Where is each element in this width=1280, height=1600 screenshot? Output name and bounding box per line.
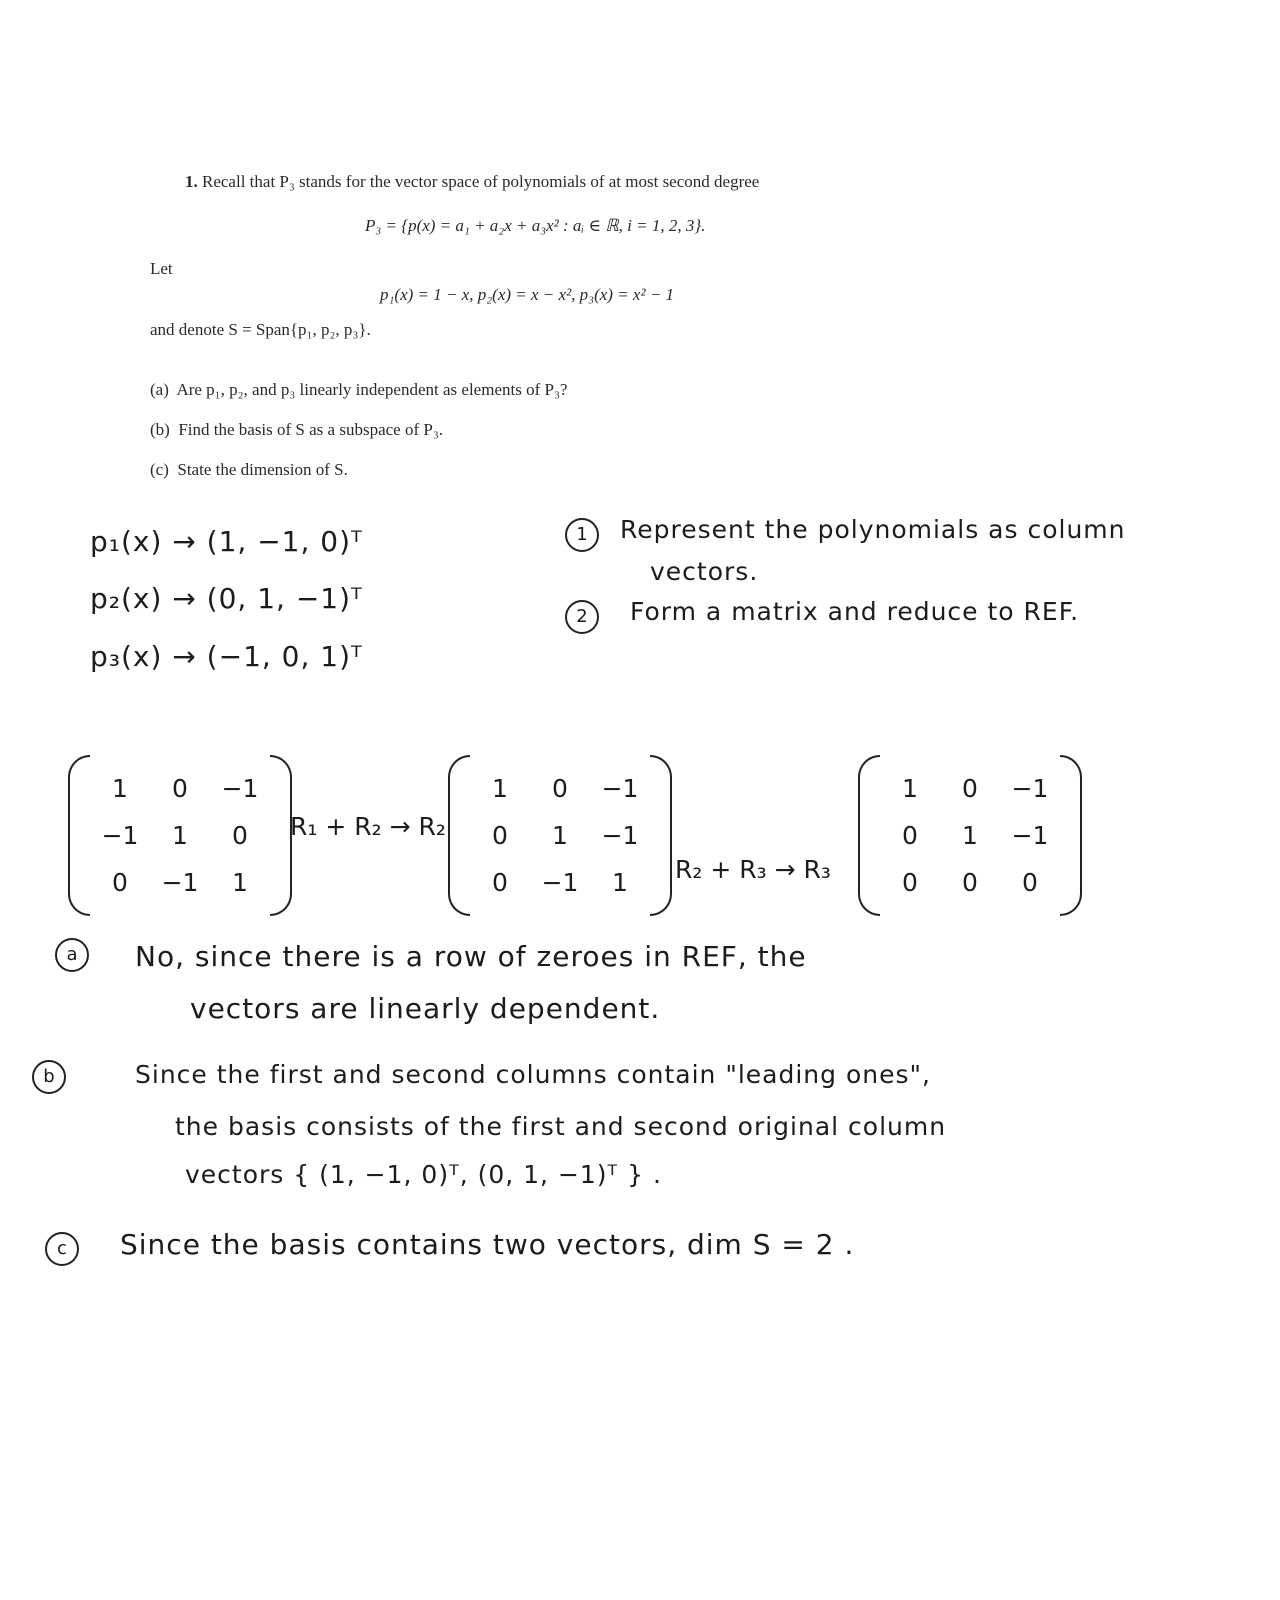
right-paren: [1060, 755, 1082, 916]
matrix-cell: 0: [1022, 868, 1038, 897]
matrix-cell: 0: [112, 868, 128, 897]
answer-a-line-2: vectors are linearly dependent.: [190, 992, 661, 1025]
matrix-cell: 0: [492, 821, 508, 850]
answer-b-line-2: the basis consists of the first and second original column: [175, 1112, 947, 1141]
step-1-text: Represent the polynomials as column: [620, 515, 1126, 544]
matrix-cell: 1: [552, 821, 568, 850]
vector-p3: p₃(x) → (−1, 0, 1)ᵀ: [90, 640, 363, 673]
intro-text: Recall that P₃ stands for the vector space of polynomials of at most second degree: [202, 172, 760, 191]
matrix-cell: −1: [541, 868, 579, 897]
space-definition: P₃ = {p(x) = a₁ + a₂x + a₃x² : aᵢ ∈ ℝ, i = 1, 2, 3}.: [365, 216, 706, 235]
step-1-text-cont: vectors.: [650, 557, 759, 586]
matrix-cell: 1: [492, 774, 508, 803]
answer-b-line-1: Since the first and second columns contain "leading ones",: [135, 1060, 931, 1089]
matrix-original: [90, 765, 270, 906]
matrix-cell: −1: [161, 868, 199, 897]
matrix-cell: 1: [172, 821, 188, 850]
problem-intro: [185, 172, 759, 192]
matrix-cell: 0: [902, 821, 918, 850]
answer-b-line-3: vectors { (1, −1, 0)ᵀ, (0, 1, −1)ᵀ } .: [185, 1160, 662, 1189]
question-b: [150, 420, 443, 440]
matrix-ref: [880, 765, 1060, 906]
step-2-number: 2: [565, 600, 599, 634]
right-paren: [270, 755, 292, 916]
problem-number: 1.: [185, 172, 198, 191]
matrix-cell: 0: [232, 821, 248, 850]
left-paren: [858, 755, 880, 916]
answer-a-line-1: No, since there is a row of zeroes in REF, the: [135, 940, 807, 973]
matrix-cell: −1: [601, 774, 639, 803]
matrix-cell: 0: [492, 868, 508, 897]
row-operation-1: R₁ + R₂ → R₂: [290, 812, 446, 841]
matrix-cell: 1: [962, 821, 978, 850]
matrix-cell: −1: [1011, 774, 1049, 803]
question-a-text: Are p₁, p₂, and p₃ linearly independent as elements of P₃?: [176, 380, 568, 399]
left-paren: [448, 755, 470, 916]
matrix-cell: 0: [962, 774, 978, 803]
vector-p1: p₁(x) → (1, −1, 0)ᵀ: [90, 525, 363, 558]
answer-b-marker: b: [32, 1060, 66, 1094]
matrix-cell: −1: [221, 774, 259, 803]
question-c-text: State the dimension of S.: [177, 460, 348, 479]
right-paren: [650, 755, 672, 916]
answer-c-line-1: Since the basis contains two vectors, dim S = 2 .: [120, 1228, 855, 1261]
matrix-cell: 0: [902, 868, 918, 897]
row-operation-2: R₂ + R₃ → R₃: [675, 855, 831, 884]
question-c-label: (c): [150, 460, 169, 479]
answer-a-marker: a: [55, 938, 89, 972]
span-definition: and denote S = Span{p₁, p₂, p₃}.: [150, 320, 371, 339]
matrix-cell: −1: [1011, 821, 1049, 850]
let-label: Let: [150, 259, 173, 278]
step-1-number: 1: [565, 518, 599, 552]
vector-p2: p₂(x) → (0, 1, −1)ᵀ: [90, 582, 363, 615]
left-paren: [68, 755, 90, 916]
matrix-cell: −1: [101, 821, 139, 850]
matrix-step-1: [470, 765, 650, 906]
matrix-cell: 0: [962, 868, 978, 897]
matrix-cell: −1: [601, 821, 639, 850]
question-b-label: (b): [150, 420, 170, 439]
matrix-cell: 1: [612, 868, 628, 897]
answer-c-marker: c: [45, 1232, 79, 1266]
polynomial-definitions: p₁(x) = 1 − x, p₂(x) = x − x², p₃(x) = x² − 1: [380, 285, 675, 304]
question-a-label: (a): [150, 380, 169, 399]
question-a: [150, 380, 567, 400]
question-c: [150, 460, 348, 480]
matrix-cell: 0: [172, 774, 188, 803]
matrix-cell: 0: [552, 774, 568, 803]
question-b-text: Find the basis of S as a subspace of P₃.: [178, 420, 444, 439]
matrix-cell: 1: [902, 774, 918, 803]
matrix-cell: 1: [112, 774, 128, 803]
matrix-cell: 1: [232, 868, 248, 897]
step-2-text: Form a matrix and reduce to REF.: [630, 597, 1080, 626]
